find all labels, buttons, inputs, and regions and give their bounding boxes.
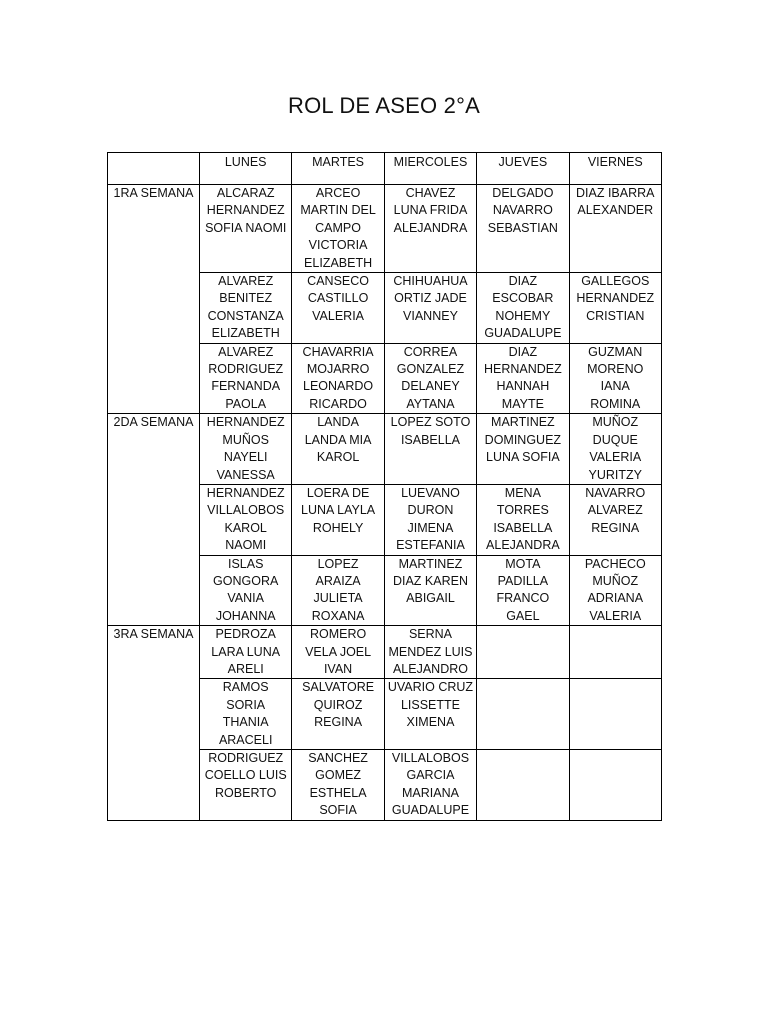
day-header: JUEVES (477, 153, 569, 185)
student-cell (569, 679, 661, 750)
table-row (108, 185, 662, 273)
student-cell: RAMOS SORIA THANIA ARACELI (200, 679, 292, 750)
student-cell: RODRIGUEZ COELLO LUIS ROBERTO (200, 750, 292, 821)
student-cell: DIAZ ESCOBAR NOHEMY GUADALUPE (477, 273, 569, 344)
day-header: LUNES (200, 153, 292, 185)
student-cell: MENA TORRES ISABELLA ALEJANDRA (477, 484, 569, 555)
student-cell: HERNANDEZ VILLALOBOS KAROL NAOMI (200, 484, 292, 555)
student-cell: CANSECO CASTILLO VALERIA (292, 273, 384, 344)
student-cell: PACHECO MUÑOZ ADRIANA VALERIA (569, 555, 661, 626)
student-cell: ISLAS GONGORA VANIA JOHANNA (200, 555, 292, 626)
student-cell: LUEVANO DURON JIMENA ESTEFANIA (384, 484, 476, 555)
student-cell: UVARIO CRUZ LISSETTE XIMENA (384, 679, 476, 750)
student-cell: MARTINEZ DIAZ KAREN ABIGAIL (384, 555, 476, 626)
student-cell: NAVARRO ALVAREZ REGINA (569, 484, 661, 555)
corner-cell (108, 153, 200, 185)
student-cell: PEDROZA LARA LUNA ARELI (200, 626, 292, 679)
cleaning-roster-table (107, 152, 662, 821)
table-row (108, 414, 662, 485)
student-cell (477, 679, 569, 750)
student-cell: CHIHUAHUA ORTIZ JADE VIANNEY (384, 273, 476, 344)
student-cell: DELGADO NAVARRO SEBASTIAN (477, 185, 569, 273)
student-cell: ARCEO MARTIN DEL CAMPO VICTORIA ELIZABETH (292, 185, 384, 273)
student-cell: ALVAREZ RODRIGUEZ FERNANDA PAOLA (200, 343, 292, 414)
table-row (108, 626, 662, 679)
student-cell: GALLEGOS HERNANDEZ CRISTIAN (569, 273, 661, 344)
student-cell: GUZMAN MORENO IANA ROMINA (569, 343, 661, 414)
student-cell: VILLALOBOS GARCIA MARIANA GUADALUPE (384, 750, 476, 821)
student-cell (569, 626, 661, 679)
student-cell: SERNA MENDEZ LUIS ALEJANDRO (384, 626, 476, 679)
day-header: MIERCOLES (384, 153, 476, 185)
week-label: 2DA SEMANA (108, 414, 200, 626)
day-header: MARTES (292, 153, 384, 185)
student-cell: ALCARAZ HERNANDEZ SOFIA NAOMI (200, 185, 292, 273)
week-label: 3RA SEMANA (108, 626, 200, 820)
student-cell: MARTINEZ DOMINGUEZ LUNA SOFIA (477, 414, 569, 485)
student-cell: SANCHEZ GOMEZ ESTHELA SOFIA (292, 750, 384, 821)
header-row (108, 153, 662, 185)
student-cell: DIAZ HERNANDEZ HANNAH MAYTE (477, 343, 569, 414)
student-cell: LOPEZ ARAIZA JULIETA ROXANA (292, 555, 384, 626)
day-header: VIERNES (569, 153, 661, 185)
student-cell: LOERA DE LUNA LAYLA ROHELY (292, 484, 384, 555)
student-cell: LOPEZ SOTO ISABELLA (384, 414, 476, 485)
week-label: 1RA SEMANA (108, 185, 200, 414)
student-cell: MUÑOZ DUQUE VALERIA YURITZY (569, 414, 661, 485)
student-cell: ROMERO VELA JOEL IVAN (292, 626, 384, 679)
student-cell: ALVAREZ BENITEZ CONSTANZA ELIZABETH (200, 273, 292, 344)
student-cell (477, 626, 569, 679)
student-cell: MOTA PADILLA FRANCO GAEL (477, 555, 569, 626)
student-cell: SALVATORE QUIROZ REGINA (292, 679, 384, 750)
student-cell: HERNANDEZ MUÑOS NAYELI VANESSA (200, 414, 292, 485)
student-cell: CHAVARRIA MOJARRO LEONARDO RICARDO (292, 343, 384, 414)
document-title: ROL DE ASEO 2°A (288, 93, 480, 118)
student-cell (477, 750, 569, 821)
student-cell: LANDA LANDA MIA KAROL (292, 414, 384, 485)
student-cell (569, 750, 661, 821)
student-cell: CORREA GONZALEZ DELANEY AYTANA (384, 343, 476, 414)
student-cell: CHAVEZ LUNA FRIDA ALEJANDRA (384, 185, 476, 273)
student-cell: DIAZ IBARRA ALEXANDER (569, 185, 661, 273)
